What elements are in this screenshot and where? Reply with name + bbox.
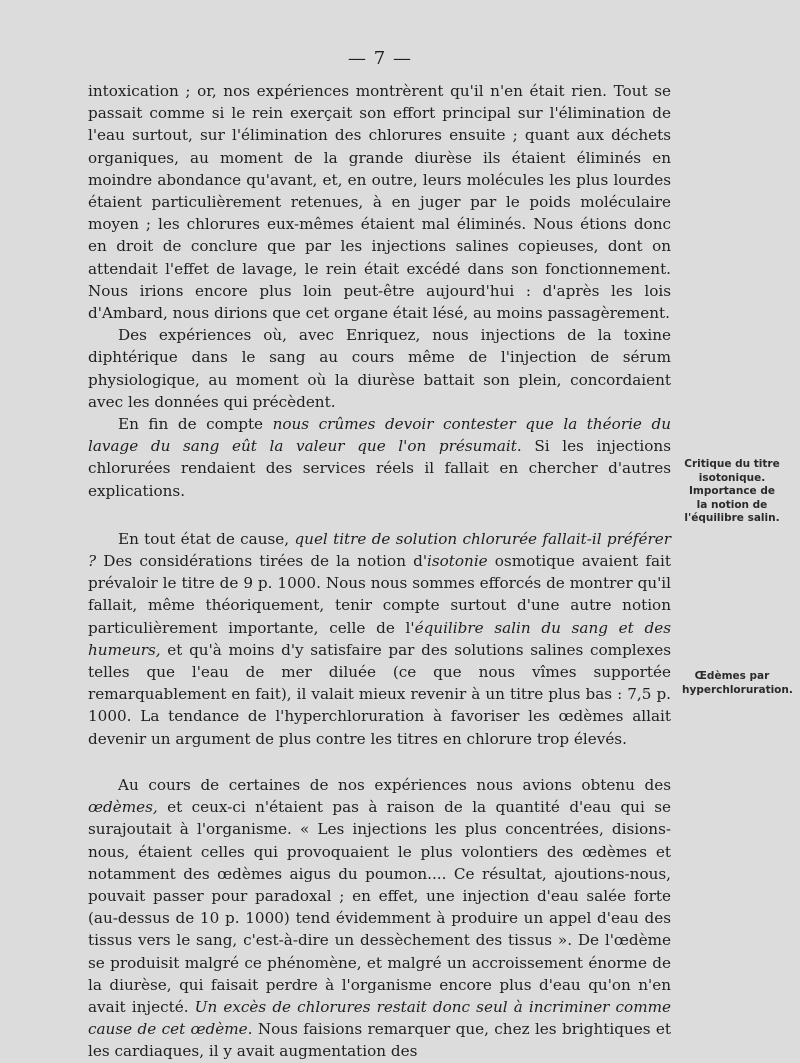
text-run: En tout état de cause, [118, 529, 295, 548]
paragraph-3 [88, 413, 671, 502]
paragraph-2 [88, 324, 671, 413]
margin-note-oedemes: Œdèmes par hyperchloruration. [682, 670, 793, 696]
italic-phrase: équilibre salin du sang et des humeurs, [88, 618, 671, 659]
text-run: En fin de compte [118, 415, 273, 434]
text-run: et qu'à moins d'y satisfaire par des solutions salines complexes telles que l'eau de mer diluée (ce que nous vîmes supportée remarquablement en fait), il valait mieux revenir à un titre plus bas : 7,5 p. 1000. La tendance de l'hyperchloruration à favoriser les œdèmes allait devenir un argument de plus contre les titres en chlorure trop élevés. [88, 640, 671, 748]
text-run: intoxication ; or, nos expériences montrèrent qu'il n'en était rien. Tout se passait comme si le rein exerçait son effort principal sur l'élimination de l'eau surtout, sur l'élimination des chlorures ensuite ; quant aux déchets organiques, au moment de la grande diurèse ils étaient éliminés en moindre abondance qu'avant, et, en outre, leurs molécules les plus lourdes étaient particulièrement retenues, à en juger par le poids moléculaire moyen ; les chlorures eux-mêmes étaient mal éliminés. Nous étions donc en droit de conclure que par les injections salines copieuses, dont on attendait l'effet de lavage, le rein était excédé dans son fonctionnement. Nous irions encore plus loin peut-être aujourd'hui : d'après les lois d'Ambard, nous dirions que cet organe était lésé, au moins passagèrement. [88, 82, 671, 323]
main-text [88, 80, 671, 1063]
text-run: et ceux-ci n'étaient pas à raison de la quantité d'eau qui se surajoutait à l'organisme. « Les injections les plus concentrées, disions-nous, étaient celles qui provoquaient le plus volontiers des œdèmes et notamment des œdèmes aigus du poumon.... Ce résultat, ajoutions-nous, pouvait passer pour paradoxal ; en effet, une injection d'eau salée forte (au-dessus de 10 p. 1000) tend évidemment à produire un appel d'eau des tissus vers le sang, c'est-à-dire un dessèchement des tissus ». De l'œdème se produisit malgré ce phénomène, et malgré un accroissement énorme de la diurèse, qui faisait perdre à l'organisme encore plus d'eau qu'on n'en avait injecté. [88, 798, 671, 1016]
paragraph-4 [88, 528, 671, 750]
page-number: — 7 — [348, 48, 412, 69]
text-run: Des expériences où, avec Enriquez, nous injections de la toxine diphtérique dans le sang au cours même de l'injection de sérum physiologique, au moment où la diurèse battait son plein, concordaient avec les données qui précèdent. [88, 326, 671, 411]
text-run: Au cours de certaines de nos expériences nous avions obtenu des [118, 775, 671, 794]
margin-note-titre: Critique du titre isotonique. Importance de la notion de l'équilibre salin. [684, 458, 780, 524]
text-run: Si les injections chlorurées rendaient des services réels il fallait en chercher d'autres explications. [88, 437, 671, 500]
italic-phrase: quel titre de solution chlorurée fallait-il préférer ? [88, 529, 671, 571]
paragraph-5 [88, 774, 671, 1063]
text-run: osmotique avaient fait prévaloir le titre de 9 p. 1000. Nous nous sommes efforcés de montrer qu'il fallait, même théoriquement, tenir compte surtout d'une autre notion particulièrement importante, celle de l' [88, 552, 671, 637]
italic-phrase: œdèmes, [88, 798, 158, 817]
italic-phrase: Un excès de chlorures restait donc seul à incriminer comme cause de cet œdème. [88, 997, 671, 1039]
text-run: Des considérations tirées de la notion d' [96, 552, 427, 571]
paragraph-1 [88, 80, 671, 324]
text-run: Nous faisions remarquer que, chez les brightiques et les cardiaques, il y avait augmentation des [88, 1020, 672, 1061]
italic-phrase: isotonie [427, 552, 488, 571]
italic-phrase: nous crûmes devoir contester que la théorie du lavage du sang eût la valeur que l'on présumait. [88, 415, 671, 456]
